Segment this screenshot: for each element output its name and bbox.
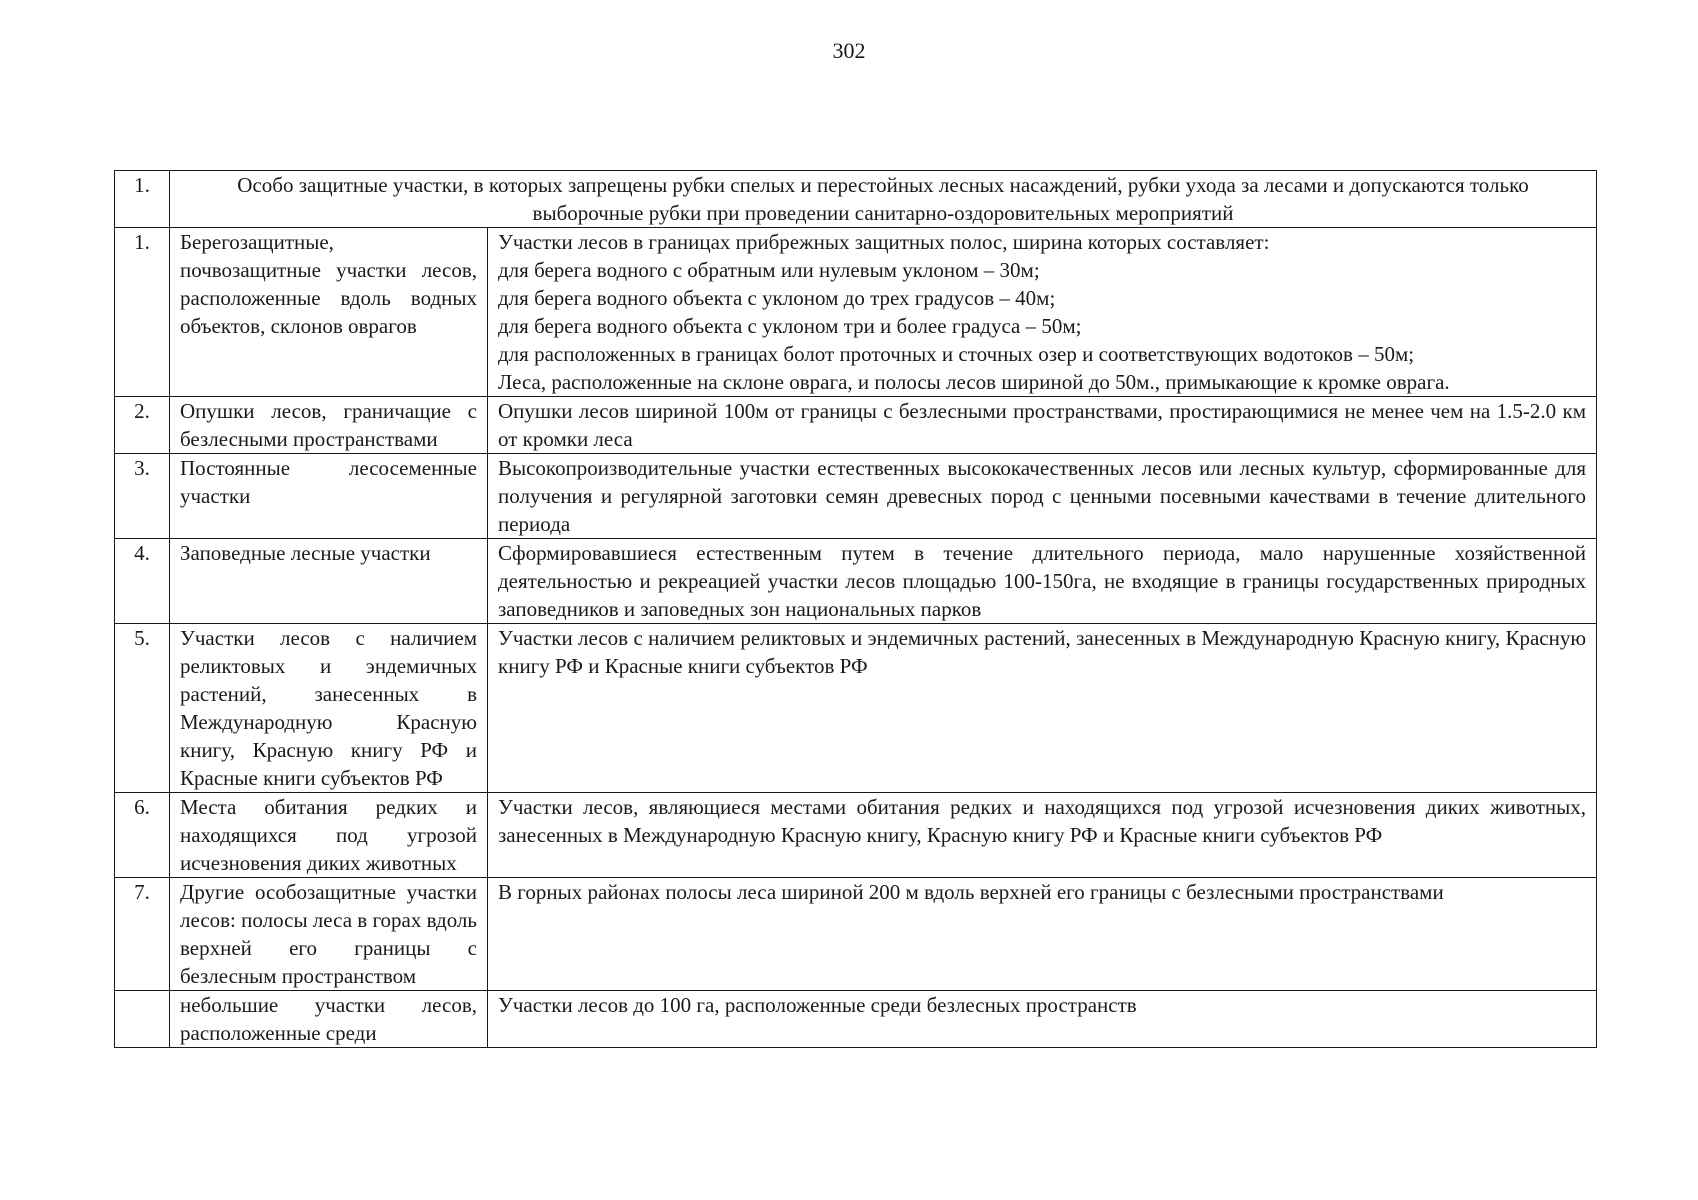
row-description: Участки лесов, являющиеся местами обитания редких и находящихся под угрозой исчезновения диких животных, занесенных в Международную Красную книгу, Красную книгу РФ и Красные книги субъектов РФ bbox=[488, 793, 1597, 878]
table-row bbox=[115, 539, 1597, 624]
section-number: 1. bbox=[115, 171, 170, 228]
section-title: Особо защитные участки, в которых запрещены рубки спелых и перестойных лесных насаждений, рубки ухода за лесами и допускаются только выборочные рубки при проведении санитарно-оздоровительных мероприятий bbox=[170, 171, 1597, 228]
row-number: 4. bbox=[115, 539, 170, 624]
description-line: для берега водного объекта с уклоном до трех градусов – 40м; bbox=[498, 286, 1056, 310]
table-row bbox=[115, 878, 1597, 991]
row-number: 1. bbox=[115, 228, 170, 397]
row-number: 7. bbox=[115, 878, 170, 991]
row-number: 2. bbox=[115, 397, 170, 454]
row-name bbox=[170, 991, 488, 1048]
row-name: Опушки лесов, граничащие с безлесными пространствами bbox=[170, 397, 488, 454]
row-description: Участки лесов до 100 га, расположенные среди безлесных пространств bbox=[488, 991, 1597, 1048]
row-description bbox=[488, 228, 1597, 397]
row-number: 5. bbox=[115, 624, 170, 793]
row-description: Сформировавшиеся естественным путем в течение длительного периода, мало нарушенные хозяйственной деятельностью и рекреацией участки лесов площадью 100-150га, не входящие в границы государственных природных заповедников и заповедных зон национальных парков bbox=[488, 539, 1597, 624]
table-row bbox=[115, 991, 1597, 1048]
row-number bbox=[115, 991, 170, 1048]
row-name: Берегозащитные, почвозащитные участки лесов, расположенные вдоль водных объектов, склонов оврагов bbox=[170, 228, 488, 397]
description-line: для берега водного объекта с уклоном три и более градуса – 50м; bbox=[498, 314, 1082, 338]
description-line: для берега водного с обратным или нулевым уклоном – 30м; bbox=[498, 258, 1040, 282]
row-description: Опушки лесов шириной 100м от границы с безлесными пространствами, простирающимися не менее чем на 1.5-2.0 км от кромки леса bbox=[488, 397, 1597, 454]
row-name: Другие особозащитные участки лесов: полосы леса в горах вдоль верхней его границы с безлесным пространством bbox=[170, 878, 488, 991]
description-line: Леса, расположенные на склоне оврага, и полосы лесов шириной до 50м., примыкающие к кромке оврага. bbox=[498, 370, 1450, 394]
row-name: Места обитания редких и находящихся под угрозой исчезновения диких животных bbox=[170, 793, 488, 878]
section-header-row bbox=[115, 171, 1597, 228]
row-name: Заповедные лесные участки bbox=[170, 539, 488, 624]
row-name: Постоянные лесосеменные участки bbox=[170, 454, 488, 539]
table-row bbox=[115, 793, 1597, 878]
row-number: 6. bbox=[115, 793, 170, 878]
description-line: для расположенных в границах болот проточных и сточных озер и соответствующих водотоков – 50м; bbox=[498, 342, 1415, 366]
page-number: 302 bbox=[832, 38, 866, 63]
table-row bbox=[115, 228, 1597, 397]
row-number: 3. bbox=[115, 454, 170, 539]
protected-areas-table bbox=[114, 170, 1597, 1048]
table-row bbox=[115, 397, 1597, 454]
row-name-text: небольшие участки лесов, расположенные среди bbox=[180, 993, 477, 1045]
row-description: Высокопроизводительные участки естественных высококачественных лесов или лесных культур, сформированные для получения и регулярной заготовки семян древесных пород с ценными посевными качествами в течение длительного периода bbox=[488, 454, 1597, 539]
row-name: Участки лесов с наличием реликтовых и эндемичных растений, занесенных в Международную Красную книгу, Красную книгу РФ и Красные книги субъектов РФ bbox=[170, 624, 488, 793]
description-line: Участки лесов в границах прибрежных защитных полос, ширина которых составляет: bbox=[498, 230, 1270, 254]
row-description: В горных районах полосы леса шириной 200 м вдоль верхней его границы с безлесными пространствами bbox=[488, 878, 1597, 991]
row-description: Участки лесов с наличием реликтовых и эндемичных растений, занесенных в Международную Красную книгу, Красную книгу РФ и Красные книги субъектов РФ bbox=[488, 624, 1597, 793]
table-row bbox=[115, 624, 1597, 793]
table-row bbox=[115, 454, 1597, 539]
